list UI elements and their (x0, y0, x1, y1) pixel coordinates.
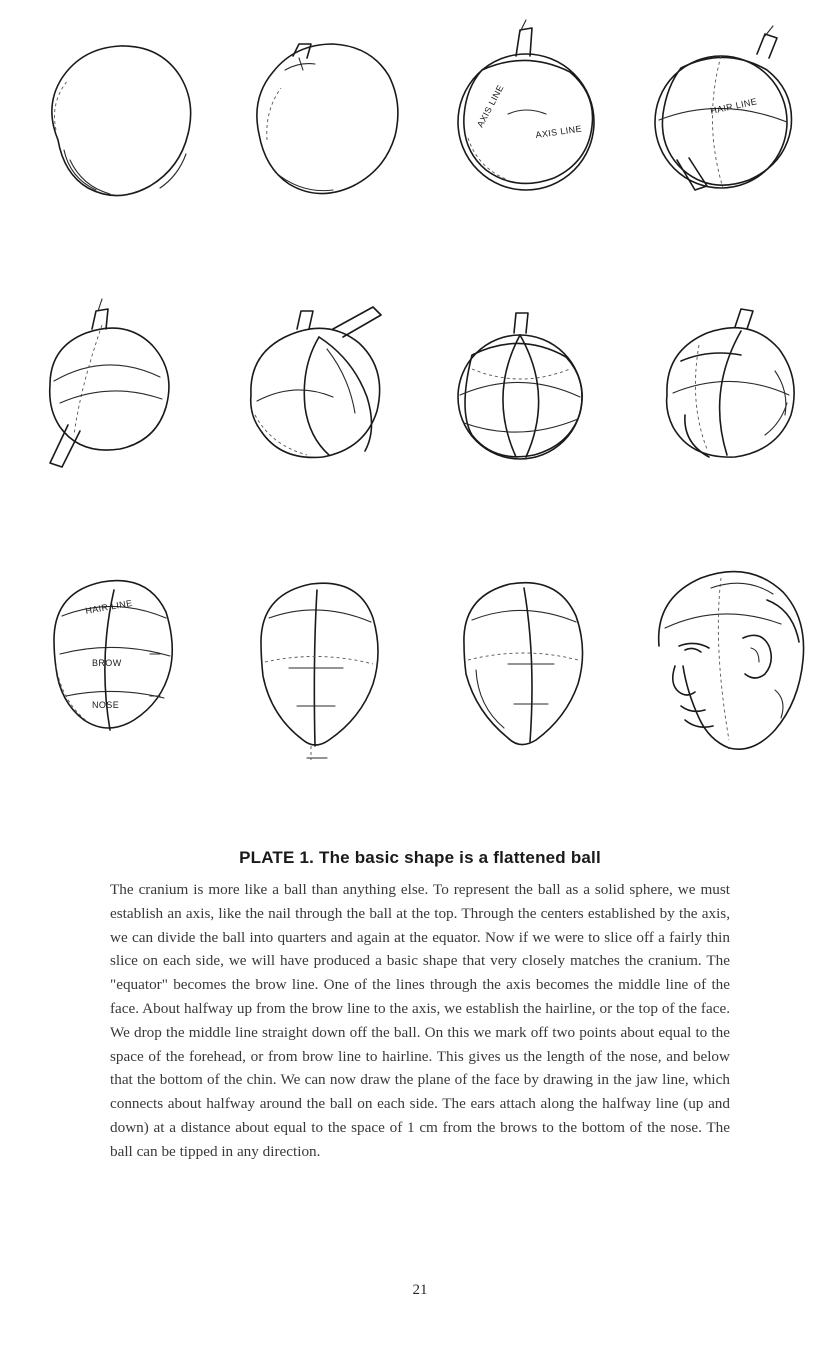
svg-text:HAIR LINE: HAIR LINE (709, 96, 759, 116)
figure-head-front-middle-line (215, 550, 415, 800)
svg-text:NOSE: NOSE (92, 700, 120, 710)
figure-row-2 (0, 285, 840, 535)
figure-finished-head-profile (625, 550, 825, 800)
figure-sphere-tilted-axis (10, 285, 210, 535)
plate-title: PLATE 1. The basic shape is a flattened ball (239, 848, 601, 867)
figure-head-three-quarter-plane (420, 550, 620, 800)
figure-sphere-slice-cut (215, 285, 415, 535)
figure-sphere-outline (10, 10, 210, 260)
figure-sphere-quarters-equator (420, 285, 620, 535)
plate-body-text: The cranium is more like a ball than anything else. To represent the ball as a solid sphere, we must establish an axis, like the nail through the ball at the top. Through the centers established by the axis, we can divide the ball into quarters and again at the equator. Now if we were to slice off a fairly thin slice on each side, we will have produced a basic shape that very closely matches the cranium. The "equator" becomes the brow line. One of the lines through the axis becomes the middle line of the face. About halfway up from the brow line to the axis, we establish the hairline, or the top of the face. We drop the middle line straight down off the ball. On this we mark off two points about equal to the space of the forehead, or from brow line to hairline. This gives us the length of the nose, and below that the bottom of the chin. We can now draw the plane of the face by drawing in the jaw line, which connects about halfway around the ball on each side. The ears attach along the halfway line (up and down) at a distance about equal to the space of 1 cm from the brows to the bottom of the nose. The ball can be tipped in any direction. (110, 881, 730, 1160)
page-number: 21 (412, 1282, 428, 1298)
figure-row-1 (0, 10, 840, 260)
svg-text:HAIR LINE: HAIR LINE (84, 597, 134, 616)
figure-head-construction-labeled (10, 550, 210, 800)
svg-text:BROW: BROW (92, 658, 122, 668)
figure-sphere-quartered (625, 10, 825, 260)
figure-sphere-flattened-sides (625, 285, 825, 535)
plate-caption-block (110, 848, 730, 1164)
figure-sphere-with-nail (215, 10, 415, 260)
svg-text:AXIS LINE: AXIS LINE (534, 123, 583, 140)
figure-sphere-with-axis (420, 10, 620, 260)
svg-text:AXIS LINE: AXIS LINE (474, 83, 506, 129)
figure-row-3 (0, 550, 840, 800)
